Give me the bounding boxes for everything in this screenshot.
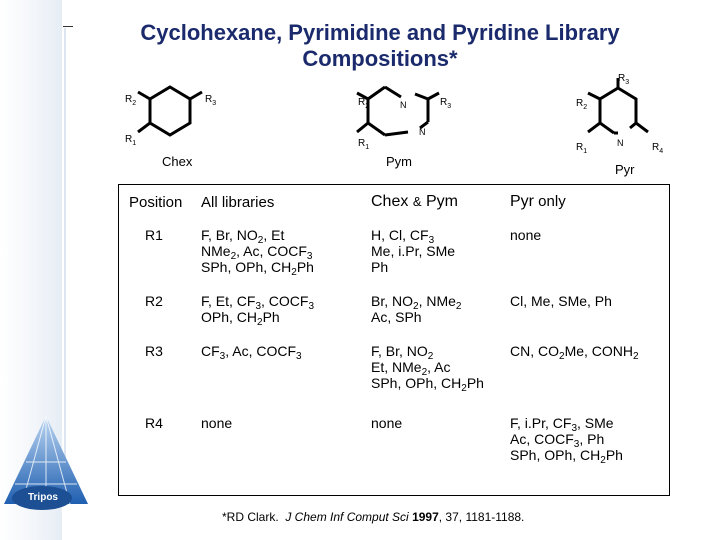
cell-line: NMe$_2$, Ac, $COCF_3$	[201, 243, 313, 262]
structure-diagrams	[110, 70, 710, 185]
header-chex-pym: Chex & Pym	[371, 193, 458, 210]
cell-line: $CF_3$, Ac, $COCF_3$	[201, 343, 302, 362]
cell-pyr	[510, 415, 623, 466]
row-position-label: R4	[145, 415, 163, 431]
cell-line: SPh, OPh, $CH_2Ph$	[371, 375, 484, 394]
cell-line: CN, $CO_2Me$, $CONH_2$	[510, 343, 639, 362]
svg-text:R1: $R_1$	[358, 138, 370, 151]
citation-footnote: *RD Clark. J Chem Inf Comput Sci 1997, 37, 1181-1188.	[222, 510, 525, 524]
pyr-label: Pyr	[615, 162, 635, 177]
svg-text:N: N	[419, 127, 426, 137]
cell-line: none	[201, 415, 233, 431]
cell-all	[201, 227, 314, 278]
header-all-libraries: All libraries	[201, 194, 275, 211]
pym-label: Pym	[386, 154, 412, 169]
cell-pyr	[510, 293, 612, 309]
svg-text:R3: $R_3$	[205, 94, 217, 107]
row-position-label: R2	[145, 293, 163, 309]
cell-line: H, Cl, $CF_3$	[371, 227, 435, 246]
cell-line: Et, NMe$_2$, Ac	[371, 359, 451, 378]
cell-line: none	[371, 415, 403, 431]
cell-pyr	[510, 227, 541, 243]
cell-chexpym	[371, 227, 455, 275]
cell-line: Ph	[371, 259, 389, 275]
pym-structure	[357, 87, 439, 135]
cell-pyr	[510, 343, 639, 362]
cell-line: F, Br, $NO_2$, Et	[201, 227, 285, 246]
svg-text:R3: $R_3$	[618, 73, 630, 86]
cell-all	[201, 343, 302, 362]
cell-line: Ac, SPh	[371, 309, 422, 325]
cell-line: Ac, $COCF_3$, Ph	[510, 431, 605, 450]
cell-line: SPh, OPh, $CH_2Ph$	[510, 447, 623, 466]
chex-label: Chex	[162, 154, 193, 169]
header-pyr-only: Pyr only	[510, 193, 566, 210]
row-position-label: R3	[145, 343, 163, 359]
svg-text:R2: $R_2$	[125, 94, 137, 107]
corner-dash	[63, 26, 73, 27]
svg-text:R4: $R_4$	[652, 142, 664, 155]
pyr-structure	[588, 78, 648, 133]
cell-line: F, i.Pr, $CF_3$, SMe	[510, 415, 614, 434]
svg-text:N: N	[400, 100, 407, 110]
cell-line: Cl, Me, SMe, Ph	[510, 293, 612, 309]
svg-text:R1: $R_1$	[576, 142, 588, 155]
row-position-label: R1	[145, 227, 163, 243]
title-line-2: Compositions*	[302, 46, 458, 71]
chex-structure	[138, 87, 202, 135]
cell-line: OPh, $CH_2Ph$	[201, 309, 280, 328]
cell-chexpym	[371, 293, 461, 325]
cell-line: SPh, OPh, $CH_2Ph$	[201, 259, 314, 278]
cell-all	[201, 415, 232, 431]
cell-line: F, Et, $CF_3$, $COCF_3$	[201, 293, 315, 312]
svg-text:N: N	[617, 138, 624, 148]
cell-all	[201, 293, 315, 328]
slide-title	[90, 20, 670, 72]
cell-chexpym	[371, 415, 402, 431]
cell-line: F, Br, $NO_2$	[371, 343, 434, 362]
cell-chexpym	[371, 343, 484, 394]
svg-text:R2: $R_2$	[358, 97, 370, 110]
side-divider	[64, 28, 66, 468]
svg-text:R2: $R_2$	[576, 98, 588, 111]
tripos-logo	[2, 412, 92, 534]
svg-text:R3: $R_3$	[440, 97, 452, 110]
logo-wordmark: Tripos	[27, 492, 58, 503]
cell-line: Br, $NO_2$, NMe$_2$	[371, 293, 462, 312]
cell-line: none	[510, 227, 542, 243]
cell-line: Me, i.Pr, SMe	[371, 243, 456, 259]
header-position: Position	[129, 194, 183, 211]
title-line-1: Cyclohexane, Pyrimidine and Pyridine Library	[140, 20, 620, 45]
svg-text:R1: $R_1$	[125, 134, 137, 147]
composition-table	[118, 184, 670, 496]
